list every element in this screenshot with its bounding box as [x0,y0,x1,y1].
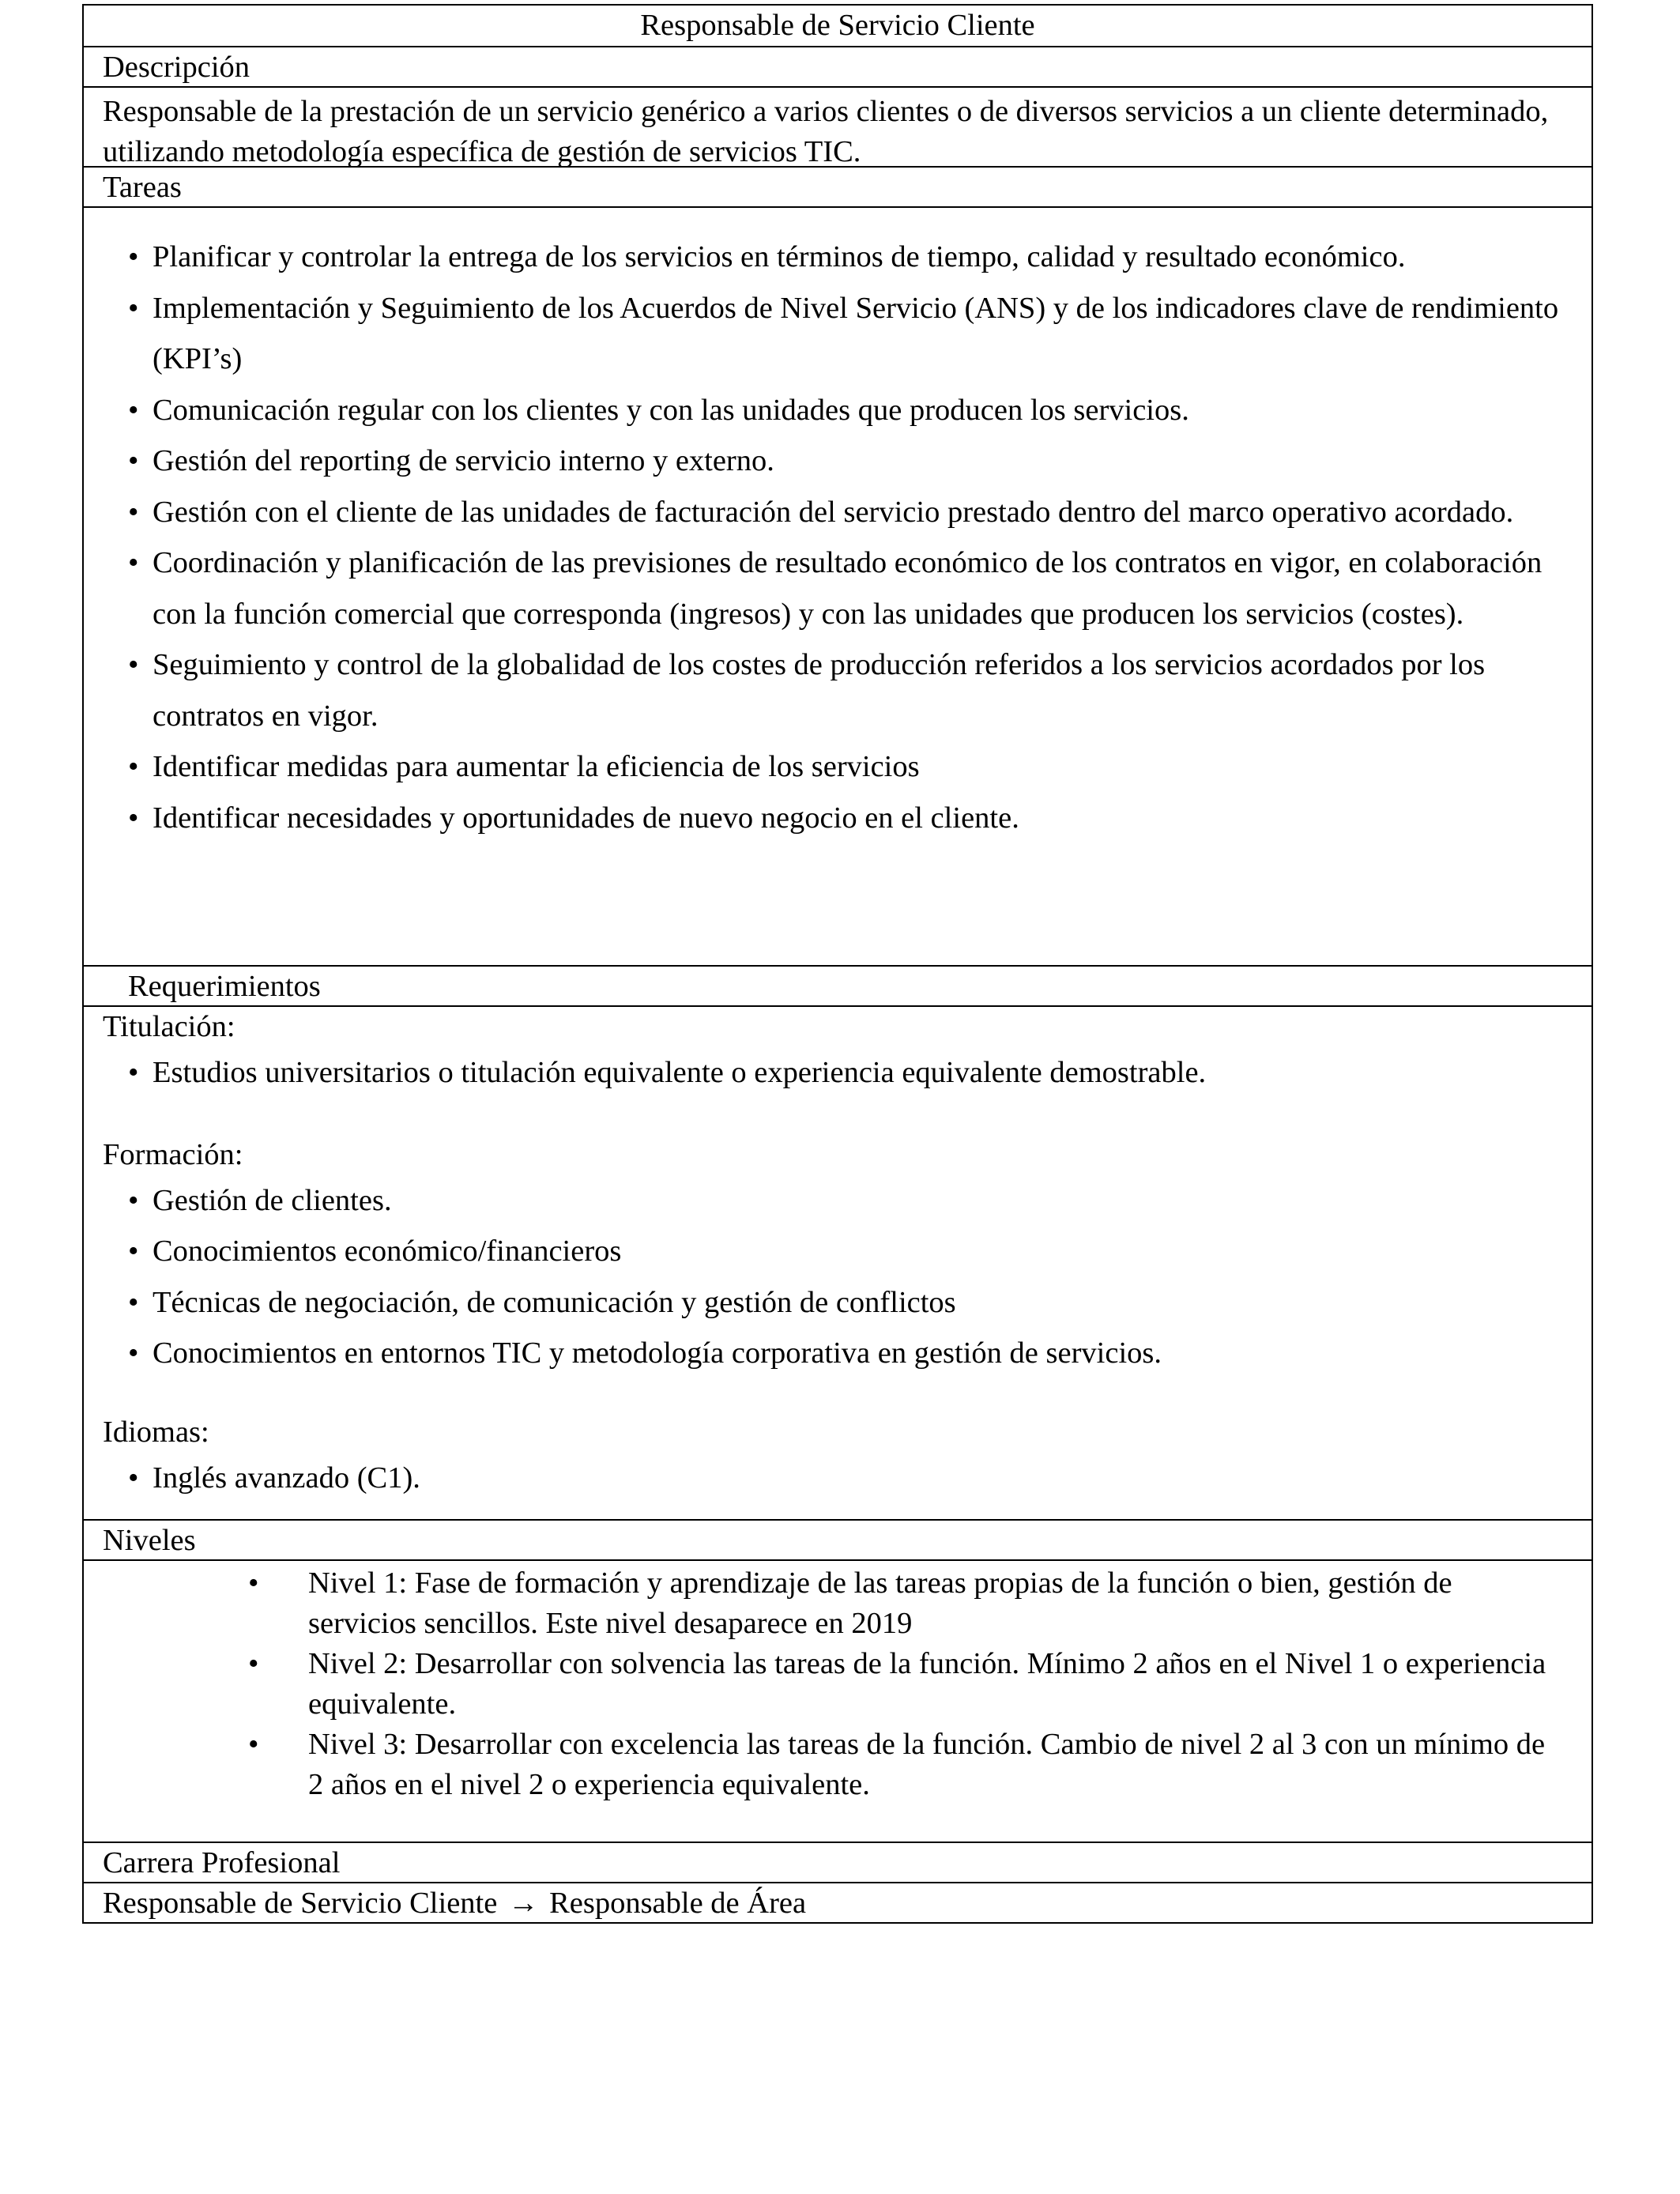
tarea-item: • Planificar y controlar la entrega de los servicios en términos de tiempo, calidad y resultado económico. [103,232,1560,283]
requerimientos-section [84,1005,1591,1519]
descripcion-text: Responsable de la prestación de un servicio genérico a varios clientes o de diversos servicios a un cliente determinado, utilizando metodología específica de gestión de servicios TIC. [84,86,1591,166]
titulacion-label: Titulación: [103,1010,235,1043]
nivel-item: • Nivel 2: Desarrollar con solvencia las tareas de la función. Mínimo 2 años en el Nivel 1 o experiencia equivalente. [103,1644,1560,1725]
tarea-item: • Gestión del reporting de servicio interno y externo. [103,435,1560,487]
formacion-item: • Gestión de clientes. [103,1175,1560,1227]
nivel-item: • Nivel 3: Desarrollar con excelencia las tareas de la función. Cambio de nivel 2 al 3 con un mínimo de 2 años en el nivel 2 o experiencia equivalente. [103,1725,1560,1805]
idiomas-item: • Inglés avanzado (C1). [103,1453,1560,1504]
tarea-item: • Comunicación regular con los clientes y con las unidades que producen los servicios. [103,385,1560,436]
tarea-item: • Implementación y Seguimiento de los Acuerdos de Nivel Servicio (ANS) y de los indicadores clave de rendimiento (KPI’s) [103,283,1560,385]
carrera-path [84,1882,1591,1922]
tarea-item: • Identificar medidas para aumentar la eficiencia de los servicios [103,741,1560,793]
nivel-item: • Nivel 1: Fase de formación y aprendizaje de las tareas propias de la función o bien, gestión de servicios sencillos. Este nivel desaparece en 2019 [103,1563,1560,1644]
tarea-item: • Coordinación y planificación de las previsiones de resultado económico de los contratos en vigor, en colaboración con la función comercial que corresponda (ingresos) y con las unidades que producen los servicios (costes). [103,537,1560,639]
titulacion-item: • Estudios universitarios o titulación equivalente o experiencia equivalente demostrable. [103,1047,1560,1099]
tarea-item: • Gestión con el cliente de las unidades de facturación del servicio prestado dentro del marco operativo acordado. [103,487,1560,538]
tareas-list [103,232,1560,843]
tareas-section [84,206,1591,965]
carrera-label: Carrera Profesional [84,1842,1591,1882]
requerimientos-label: Requerimientos [84,965,1591,1005]
carrera-to: Responsable de Área [549,1887,807,1920]
niveles-section [84,1559,1591,1842]
tarea-item: • Seguimiento y control de la globalidad de los costes de producción referidos a los servicios acordados por los contratos en vigor. [103,639,1560,741]
formacion-item: • Conocimientos económico/financieros [103,1226,1560,1277]
niveles-label: Niveles [84,1519,1591,1559]
idiomas-list [103,1453,1560,1504]
titulacion-list [103,1047,1560,1099]
document-title: Responsable de Servicio Cliente [640,9,1035,42]
formacion-label: Formación: [103,1137,243,1171]
descripcion-label: Descripción [84,46,1591,86]
idiomas-label: Idiomas: [103,1415,209,1449]
niveles-list [103,1563,1560,1805]
formacion-item: • Técnicas de negociación, de comunicación y gestión de conflictos [103,1277,1560,1329]
job-profile-table [82,4,1593,1924]
carrera-from: Responsable de Servicio Cliente [103,1887,498,1920]
formacion-list [103,1175,1560,1379]
formacion-item: • Conocimientos en entornos TIC y metodología corporativa en gestión de servicios. [103,1328,1560,1379]
tareas-label: Tareas [84,166,1591,206]
tarea-item: • Identificar necesidades y oportunidades de nuevo negocio en el cliente. [103,793,1560,844]
arrow-right-icon: → [507,1887,539,1920]
